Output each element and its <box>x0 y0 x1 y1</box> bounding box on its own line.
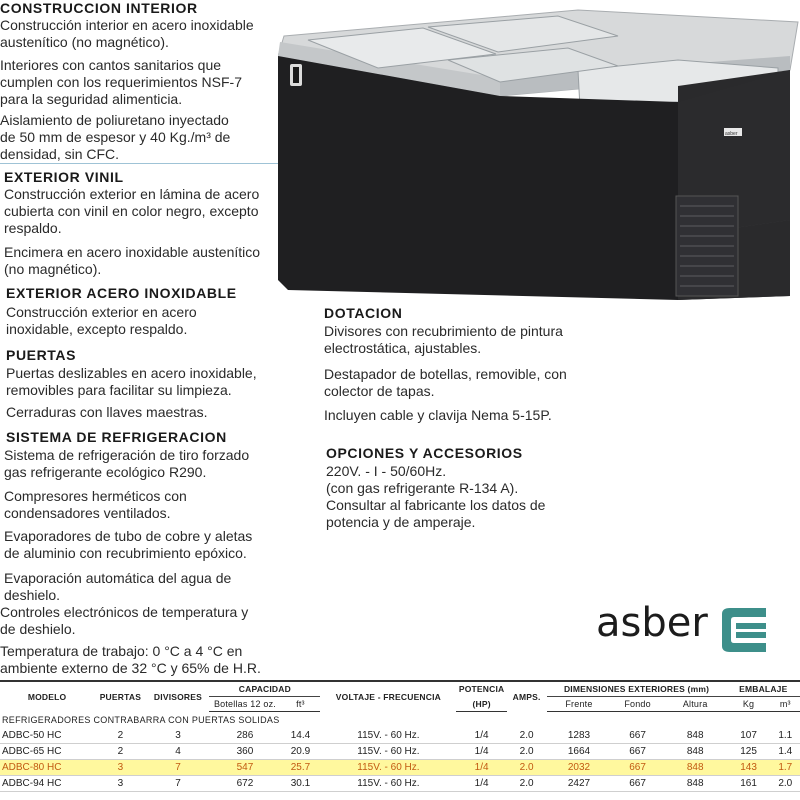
cell-botellas: 547 <box>209 760 280 776</box>
cell-kg: 161 <box>727 776 771 792</box>
col-potencia: POTENCIA <box>456 681 506 697</box>
col-kg: Kg <box>727 697 771 712</box>
table-row-highlighted <box>0 760 800 776</box>
cell-voltaje: 115V. - 60 Hz. <box>320 728 456 744</box>
cell-kg: 143 <box>727 760 771 776</box>
cell-voltaje: 115V. - 60 Hz. <box>320 776 456 792</box>
divider <box>0 163 282 164</box>
cell-ft3: 30.1 <box>281 776 321 792</box>
col-ft3: ft³ <box>281 697 321 712</box>
cell-divisores: 3 <box>147 728 210 744</box>
col-m3: m³ <box>771 697 800 712</box>
col-fondo: Fondo <box>611 697 663 712</box>
cell-fondo: 667 <box>611 728 663 744</box>
text-refrig-4: Evaporación automática del agua de deshielo. <box>4 570 232 603</box>
cell-ft3: 20.9 <box>281 744 321 760</box>
text-dotacion-3: Incluyen cable y clavija Nema 5-15P. <box>324 407 552 423</box>
cell-hp: 1/4 <box>456 728 506 744</box>
cell-frente: 2032 <box>547 760 612 776</box>
cell-kg: 125 <box>727 744 771 760</box>
cell-frente: 1283 <box>547 728 612 744</box>
text-puertas-2: Cerraduras con llaves maestras. <box>6 404 208 420</box>
cell-ft3: 14.4 <box>281 728 321 744</box>
col-divisores: DIVISORES <box>147 681 210 712</box>
asber-logo <box>596 600 708 646</box>
col-amps: AMPS. <box>507 681 547 712</box>
heading-construccion-interior: CONSTRUCCION INTERIOR <box>0 0 198 16</box>
cell-botellas: 672 <box>209 776 280 792</box>
table-header-row <box>0 681 800 697</box>
cell-divisores: 7 <box>147 776 210 792</box>
table-row <box>0 728 800 744</box>
cell-modelo: ADBC-94 HC <box>0 776 94 792</box>
cell-amps: 2.0 <box>507 728 547 744</box>
cell-fondo: 667 <box>611 744 663 760</box>
cell-botellas: 286 <box>209 728 280 744</box>
text-puertas-1: Puertas deslizables en acero inoxidable, removibles para facilitar su limpieza. <box>6 365 257 398</box>
text-construccion-2: Interiores con cantos sanitarios que cumplen con los requerimientos NSF-7 para la seguridad alimenticia. <box>0 57 242 107</box>
cell-altura: 848 <box>664 776 727 792</box>
cell-hp: 1/4 <box>456 776 506 792</box>
heading-dotacion: DOTACION <box>324 305 403 321</box>
cell-ft3: 25.7 <box>281 760 321 776</box>
text-refrig-3: Evaporadores de tubo de cobre y aletas de aluminio con recubrimiento epóxico. <box>4 528 253 561</box>
heading-refrigeracion: SISTEMA DE REFRIGERACION <box>6 429 227 445</box>
cell-hp: 1/4 <box>456 744 506 760</box>
col-botellas: Botellas 12 oz. <box>209 697 280 712</box>
col-capacidad: CAPACIDAD <box>209 681 320 697</box>
heading-puertas: PUERTAS <box>6 347 77 363</box>
cell-kg: 107 <box>727 728 771 744</box>
cell-m3: 1.1 <box>771 728 800 744</box>
text-dotacion-2: Destapador de botellas, removible, con colector de tapas. <box>324 366 567 399</box>
cell-modelo: ADBC-80 HC <box>0 760 94 776</box>
table-section-row <box>0 712 800 729</box>
cell-fondo: 667 <box>611 760 663 776</box>
col-hp: (HP) <box>456 697 506 712</box>
asber-logo-mark-icon <box>716 606 768 654</box>
col-altura: Altura <box>664 697 727 712</box>
cell-botellas: 360 <box>209 744 280 760</box>
spec-table <box>0 680 800 792</box>
col-puertas: PUERTAS <box>94 681 146 712</box>
col-modelo: MODELO <box>0 681 94 712</box>
text-vinil-2: Encimera en acero inoxidable austenítico (no magnético). <box>4 244 261 277</box>
cell-altura: 848 <box>664 744 727 760</box>
table-row <box>0 776 800 792</box>
cell-puertas: 2 <box>94 744 146 760</box>
text-acero-1: Construcción exterior en acero inoxidable, excepto respaldo. <box>6 304 197 337</box>
text-refrig-5: Controles electrónicos de temperatura y de deshielo. <box>0 604 249 637</box>
text-opciones: 220V. - I - 50/60Hz. (con gas refrigerante R-134 A). Consultar al fabricante los datos de potencia y de amperaje. <box>326 463 546 530</box>
cell-divisores: 4 <box>147 744 210 760</box>
cell-puertas: 2 <box>94 728 146 744</box>
cell-altura: 848 <box>664 728 727 744</box>
cell-frente: 2427 <box>547 776 612 792</box>
text-refrig-2: Compresores herméticos con condensadores ventilados. <box>4 488 187 521</box>
col-embalaje: EMBALAJE <box>727 681 800 697</box>
cell-amps: 2.0 <box>507 776 547 792</box>
table-row <box>0 744 800 760</box>
cell-hp: 1/4 <box>456 760 506 776</box>
cell-m3: 1.7 <box>771 760 800 776</box>
text-dotacion-1: Divisores con recubrimiento de pintura electrostática, ajustables. <box>324 323 563 356</box>
cell-fondo: 667 <box>611 776 663 792</box>
heading-opciones: OPCIONES Y ACCESORIOS <box>326 445 523 461</box>
cell-m3: 1.4 <box>771 744 800 760</box>
cell-m3: 2.0 <box>771 776 800 792</box>
col-voltaje: VOLTAJE - FRECUENCIA <box>320 681 456 712</box>
cell-puertas: 3 <box>94 760 146 776</box>
heading-exterior-acero: EXTERIOR ACERO INOXIDABLE <box>6 285 237 301</box>
back-bar-cooler-image <box>278 0 800 305</box>
cell-voltaje: 115V. - 60 Hz. <box>320 744 456 760</box>
text-vinil-1: Construcción exterior en lámina de acero cubierta con vinil en color negro, excepto respaldo. <box>4 186 260 236</box>
col-frente: Frente <box>547 697 612 712</box>
cell-divisores: 7 <box>147 760 210 776</box>
cell-modelo: ADBC-50 HC <box>0 728 94 744</box>
cell-voltaje: 115V. - 60 Hz. <box>320 760 456 776</box>
col-dimensiones: DIMENSIONES EXTERIORES (mm) <box>547 681 727 697</box>
text-construccion-3: Aislamiento de poliuretano inyectado de 50 mm de espesor y 40 Kg./m³ de densidad, sin CFC. <box>0 112 231 162</box>
cell-altura: 848 <box>664 760 727 776</box>
cell-puertas: 3 <box>94 776 146 792</box>
cell-amps: 2.0 <box>507 744 547 760</box>
text-refrig-1: Sistema de refrigeración de tiro forzado gas refrigerante ecológico R290. <box>4 447 250 480</box>
cell-amps: 2.0 <box>507 760 547 776</box>
text-refrig-6: Temperatura de trabajo: 0 °C a 4 °C en ambiente externo de 32 °C y 65% de H.R. <box>0 643 261 676</box>
cell-modelo: ADBC-65 HC <box>0 744 94 760</box>
badge-text: asber <box>725 131 738 137</box>
logo-wordmark: asber <box>596 600 708 646</box>
section-title: REFRIGERADORES CONTRABARRA CON PUERTAS SOLIDAS <box>2 715 280 725</box>
cell-frente: 1664 <box>547 744 612 760</box>
heading-exterior-vinil: EXTERIOR VINIL <box>4 169 124 185</box>
text-construccion-1: Construcción interior en acero inoxidable austenítico (no magnético). <box>0 17 254 50</box>
